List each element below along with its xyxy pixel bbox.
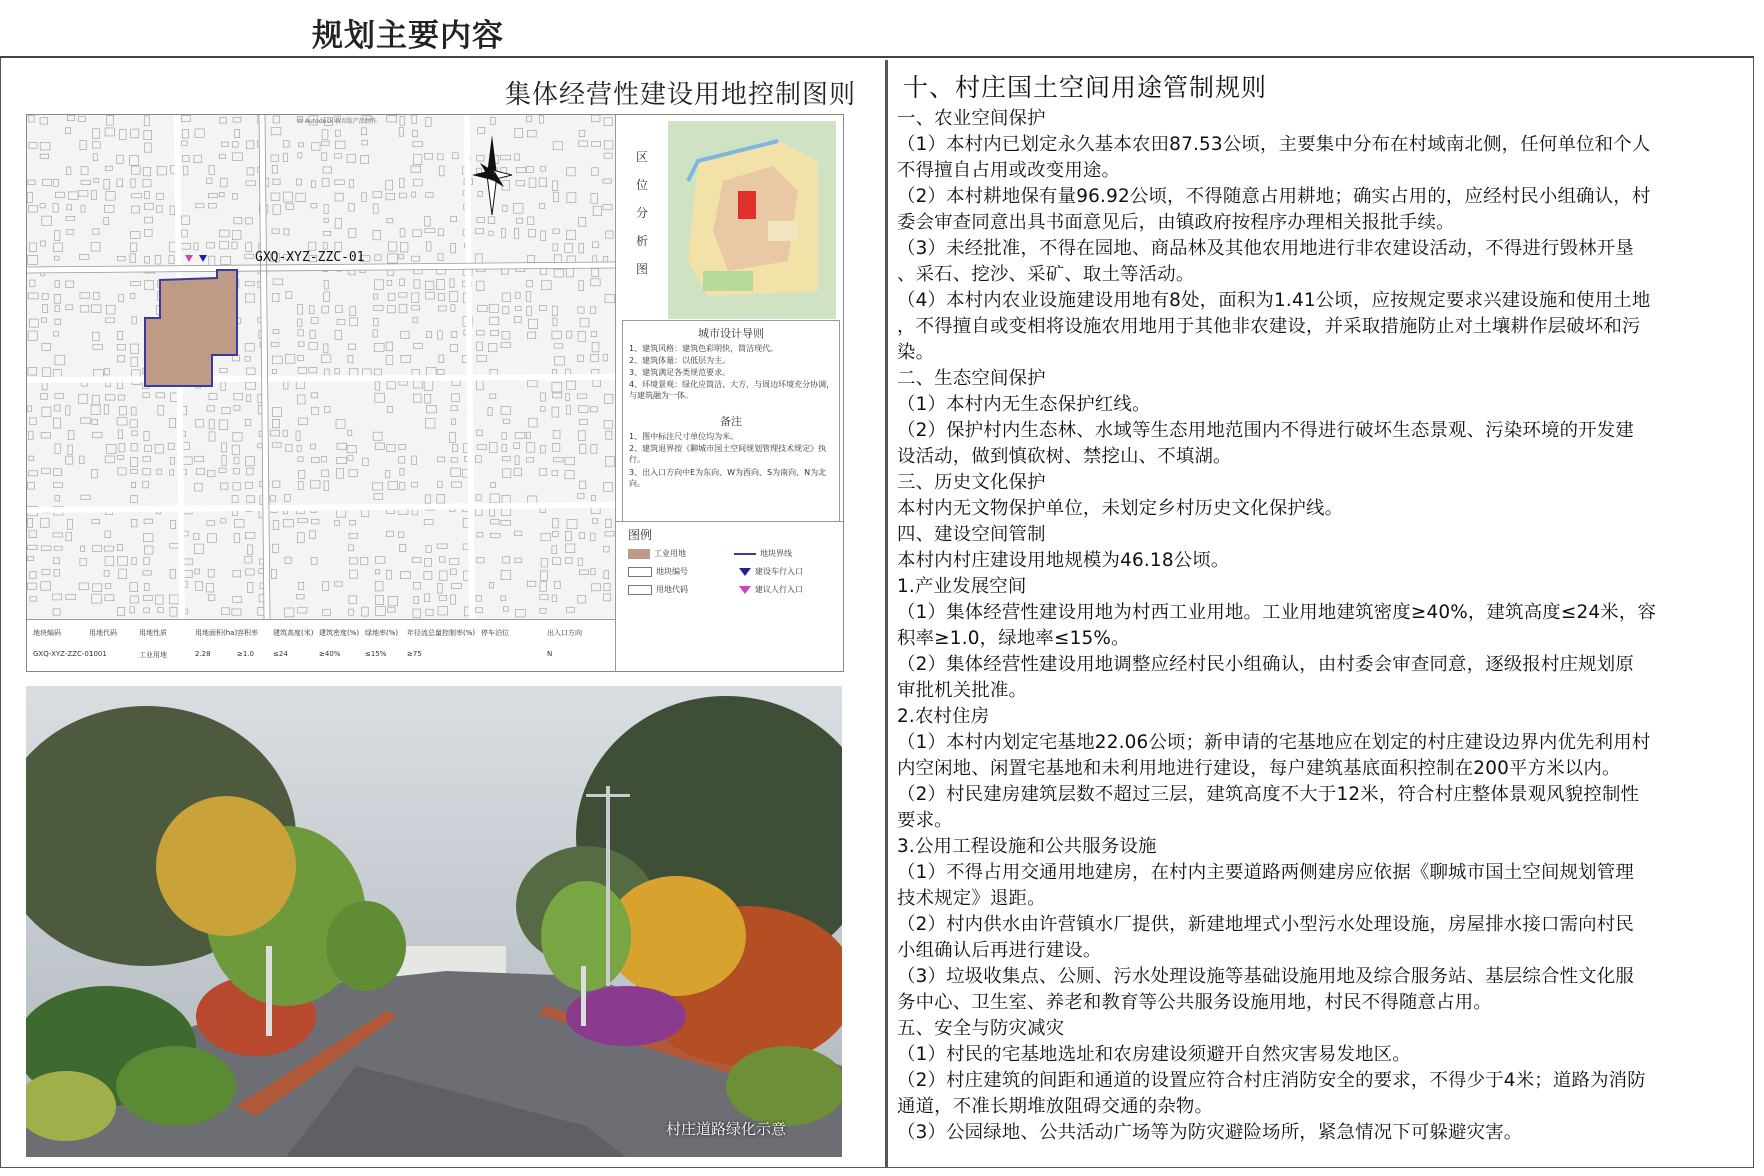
table-header-cell: 停车泊位 (481, 629, 509, 637)
table-value-cell: GXQ-XYZ-ZZC-01 (33, 650, 94, 658)
parcel-code-label: GXQ-XYZ-ZZC-01 (255, 250, 365, 265)
rules-line: 二、生态空间保护 (897, 368, 1046, 389)
table-value-cell: 1001 (89, 650, 107, 658)
rules-line: 3.公用工程设施和公共服务设施 (897, 836, 1157, 857)
legend-vehicle-entry: 建设车行入口 (734, 566, 803, 577)
control-map (26, 114, 844, 672)
rules-line: （2）村内供水由许营镇水厂提供，新建地埋式小型污水处理设施，房屋排水接口需向村民 (897, 914, 1634, 935)
location-label: 区 位 分 析 图 (636, 150, 649, 276)
rules-line: （2）本村耕地保有量96.92公顷，不得随意占用耕地；确实占用的，应经村民小组确认，村 (897, 186, 1651, 207)
boundary-swatch (734, 553, 756, 555)
road-greening-photo (26, 686, 842, 1157)
rules-line: 积率≥1.0，绿地率≤15%。 (897, 628, 1130, 649)
rules-line: 1.产业发展空间 (897, 576, 1027, 597)
rules-line: 2.农村住房 (897, 706, 990, 727)
table-value-cell: 工业用地 (139, 651, 167, 659)
page-title: 规划主要内容 (312, 18, 504, 54)
rules-line: 务中心、卫生室、养老和教育等公共服务设施用地，村民不得随意占用。 (897, 992, 1492, 1013)
rules-line: 染。 (897, 342, 935, 363)
design-guide (622, 320, 840, 522)
rules-line: 三、历史文化保护 (897, 472, 1046, 493)
table-header-cell: 用地面积(ha) (195, 629, 238, 637)
legend-industrial: 工业用地 (628, 548, 686, 559)
page-header (0, 0, 1754, 58)
site-map-drawing (27, 115, 615, 619)
note-item: 1、图中标注尺寸单位均为米。 (629, 432, 739, 441)
map-info-panel (615, 115, 844, 671)
rules-line: （1）本村内划定宅基地22.06公顷；新申请的宅基地应在划定的村庄建设边界内优先利用村 (897, 732, 1651, 753)
table-value-cell: N (547, 650, 553, 658)
column-divider (885, 60, 888, 1168)
photo-drawing (26, 686, 842, 1157)
table-header-cell: 建筑密度(%) (319, 629, 360, 637)
legend-title: 图例 (628, 528, 653, 542)
map-title: 集体经营性建设用地控制图则 (505, 80, 857, 110)
rules-line: （3）公园绿地、公共活动广场等为防灾避险场所，紧急情况下可躲避灾害。 (897, 1122, 1523, 1143)
table-header-cell: 绿地率(%) (365, 629, 399, 637)
photo-caption: 村庄道路绿化示意 (666, 1120, 787, 1138)
rules-line: 一、农业空间保护 (897, 108, 1046, 129)
rules-line: 不得擅自占用或改变用途。 (897, 160, 1121, 181)
rules-line: ，不得擅自或变相将设施农用地用于其他非农建设，并采取措施防止对土壤耕作层破坏和污 (897, 316, 1641, 337)
industrial-swatch (628, 549, 650, 559)
table-value-cell: ≤24 (273, 650, 288, 658)
section-title: 十、村庄国土空间用途管制规则 (903, 73, 1268, 102)
table-header-cell: 出入口方向 (547, 629, 582, 637)
table-header-cell: 用地性质 (139, 629, 167, 637)
legend-parcel-no: 地块编号 (628, 566, 688, 577)
guide-item: 2、建筑体量：以低层为主。 (629, 356, 731, 365)
rules-text (897, 106, 1747, 1146)
table-header-cell: 用地代码 (89, 629, 117, 637)
rules-line: （2）村民建房建筑层数不超过三层，建筑高度不大于12米，符合村庄整体景观风貌控制性 (897, 784, 1640, 805)
guide-item: 4、环境景观：绿化应简洁、大方，与周边环境充分协调，与建筑融为一体。 (629, 380, 835, 400)
rules-line: （2）村庄建筑的间距和通道的设置应符合村庄消防安全的要求，不得少于4米；道路为消防 (897, 1070, 1646, 1091)
legend-boundary: 地块界线 (734, 548, 792, 559)
rules-line: 本村内村庄建设用地规模为46.18公顷。 (897, 550, 1230, 571)
rules-line: 内空闲地、闲置宅基地和未利用地进行建设，每户建筑基底面积控制在200平方米以内。 (897, 758, 1621, 779)
rules-line: 通道，不准长期堆放阻碍交通的杂物。 (897, 1096, 1214, 1117)
location-map (668, 121, 836, 319)
rules-line: 技术规定》退距。 (897, 888, 1046, 909)
note-item: 3、出入口方向中E为东向、W为西向、S为南向、N为北向。 (629, 468, 827, 488)
rules-line: （1）集体经营性建设用地为村西工业用地。工业用地建筑密度≥40%，建筑高度≤24米，容 (897, 602, 1657, 623)
rules-line: （2）保护村内生态林、水域等生态用地范围内不得进行破坏生态景观、污染环境的开发建 (897, 420, 1634, 441)
table-value-cell: 2.28 (195, 650, 211, 658)
notes-title: 备注 (720, 415, 742, 428)
pedestrian-entry-icon (739, 586, 751, 594)
table-value-cell: ≥75 (407, 650, 422, 658)
rules-line: 、采石、挖沙、采矿、取土等活动。 (897, 264, 1195, 285)
land-code-swatch (628, 585, 652, 595)
vehicle-entry-icon (739, 568, 751, 576)
table-header-cell: 容积率 (237, 629, 258, 637)
rules-line: （2）集体经营性建设用地调整应经村民小组确认，由村委会审查同意，逐级报村庄规划原 (897, 654, 1634, 675)
top-rim-text: 由 Autodesk 教育版产品制作 (297, 118, 377, 125)
guide-title: 城市设计导则 (698, 327, 764, 340)
table-value-cell: ≥40% (319, 650, 341, 658)
legend (616, 521, 844, 622)
legend-land-code: 用地代码 (628, 584, 688, 595)
rules-line: 要求。 (897, 810, 953, 831)
rules-line: （3）未经批准，不得在园地、商品林及其他农用地进行非农建设活动，不得进行毁林开垦 (897, 238, 1634, 259)
note-item: 2、建筑退界按《聊城市国土空间规划管理技术规定》执行。 (629, 444, 827, 464)
table-header-cell: 建筑高度(米) (273, 629, 314, 637)
rules-line: （1）本村内无生态保护红线。 (897, 394, 1151, 415)
guide-item: 3、建筑满足各类规范要求。 (629, 368, 731, 377)
table-value-cell: ≥1.0 (237, 650, 254, 658)
rules-line: （3）垃圾收集点、公厕、污水处理设施等基础设施用地及综合服务站、基层综合性文化服 (897, 966, 1634, 987)
table-header-cell: 年径流总量控制率(%) (407, 629, 476, 637)
control-table (27, 619, 615, 672)
rules-line: 设活动，做到慎砍树、禁挖山、不填湖。 (897, 446, 1232, 467)
table-header-cell: 地块编码 (33, 629, 61, 637)
guide-item: 1、建筑风格：建筑色彩明快，简洁现代。 (629, 344, 779, 353)
rules-line: （1）不得占用交通用地建房，在村内主要道路两侧建房应依据《聊城市国土空间规划管理 (897, 862, 1634, 883)
legend-pedestrian-entry: 建议人行入口 (734, 584, 803, 595)
rules-line: 委会审查同意出具书面意见后，由镇政府按程序办理相关报批手续。 (897, 212, 1455, 233)
table-value-cell: ≤15% (365, 650, 387, 658)
rules-line: （4）本村内农业设施建设用地有8处，面积为1.41公顷，应按规定要求兴建设施和使用土地 (897, 290, 1651, 311)
rules-line: （1）本村内已划定永久基本农田87.53公顷，主要集中分布在村域南北侧，任何单位和个人 (897, 134, 1651, 155)
rules-line: （1）村民的宅基地选址和农房建设须避开自然灾害易发地区。 (897, 1044, 1411, 1065)
rules-line: 五、安全与防灾减灾 (897, 1018, 1065, 1039)
parcel-no-swatch (628, 567, 652, 577)
rules-line: 小组确认后再进行建设。 (897, 940, 1102, 961)
rules-line: 四、建设空间管制 (897, 524, 1046, 545)
rules-line: 本村内无文物保护单位，未划定乡村历史文化保护线。 (897, 498, 1344, 519)
rules-line: 审批机关批准。 (897, 680, 1028, 701)
